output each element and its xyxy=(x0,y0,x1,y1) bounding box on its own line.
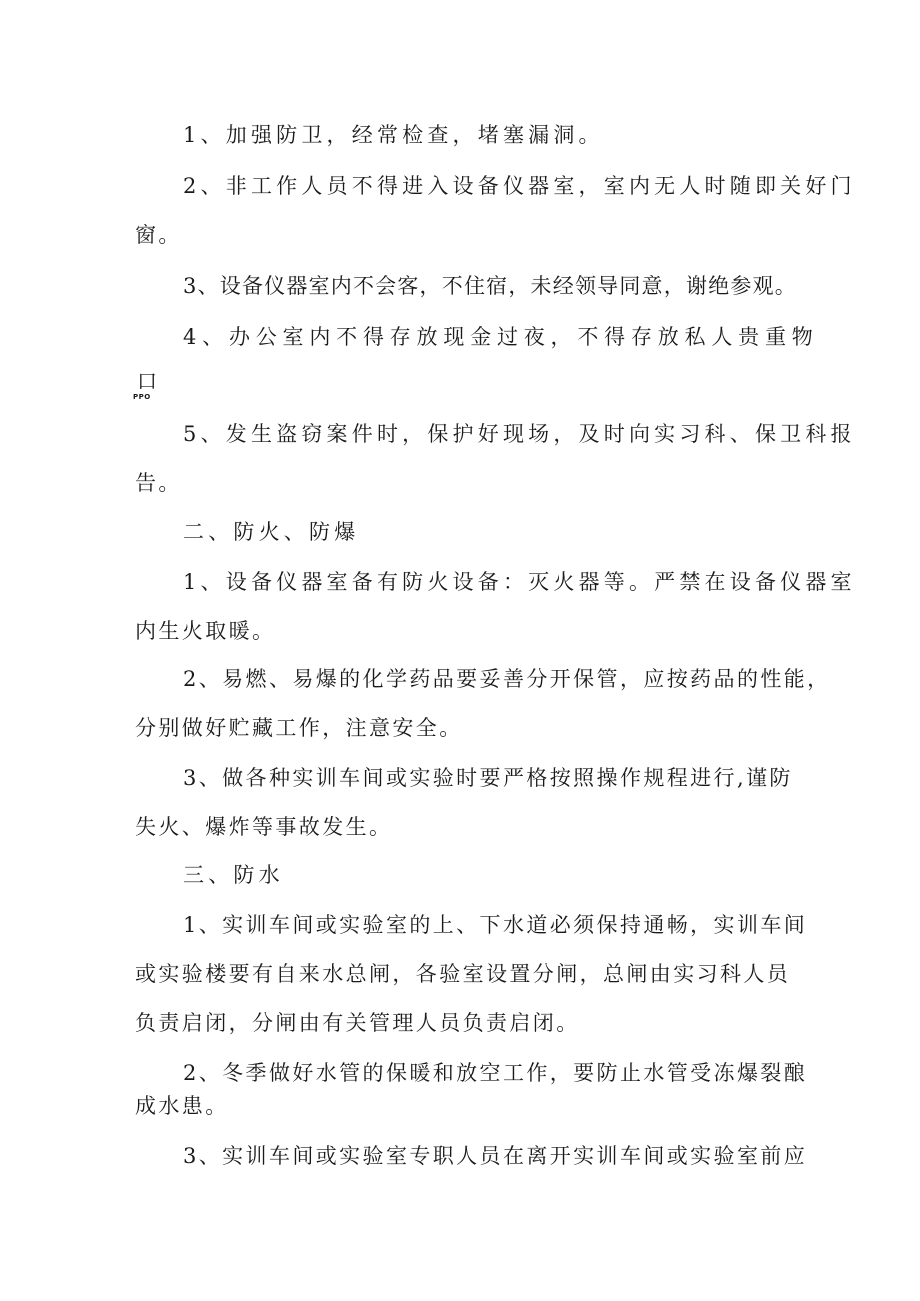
security-item-4-stray-glyph: 口 xyxy=(137,369,157,393)
section-heading-fire-explosion: 二、防火、防爆 xyxy=(183,520,360,544)
fire-item-2: 2、易燃、易爆的化学药品要妥善分开保管，应按药品的性能， xyxy=(183,667,831,691)
fire-item-1-continuation: 内生火取暖。 xyxy=(135,619,276,643)
fire-item-3: 3、做各种实训车间或实验时要严格按照操作规程进行,谨防 xyxy=(183,766,793,790)
section-heading-water: 三、防水 xyxy=(183,863,284,887)
security-item-2-continuation: 窗。 xyxy=(135,223,182,247)
fire-item-3-continuation: 失火、爆炸等事故发生。 xyxy=(135,815,393,839)
water-item-2-continuation: 成水患。 xyxy=(135,1094,229,1118)
security-item-2: 2、非工作人员不得进入设备仪器室，室内无人时随即关好门 xyxy=(183,174,856,198)
water-item-1-continuation-1: 或实验楼要有自来水总闸，各验室设置分闸，总闸由实习科人员 xyxy=(135,962,791,986)
water-item-1: 1、实训车间或实验室的上、下水道必须保持通畅，实训车间 xyxy=(183,913,808,937)
security-item-3: 3、设备仪器室内不会客，不住宿，未经领导同意，谢绝参观。 xyxy=(183,274,797,298)
security-item-1: 1、加强防卫，经常检查，堵塞漏洞。 xyxy=(183,123,604,147)
security-item-4-stray-mark: PPO xyxy=(133,393,151,401)
security-item-5: 5、发生盗窃案件时，保护好现场，及时向实习科、保卫科报 xyxy=(183,422,856,446)
fire-item-2-continuation: 分别做好贮藏工作，注意安全。 xyxy=(135,716,463,740)
water-item-3: 3、实训车间或实验室专职人员在离开实训车间或实验室前应 xyxy=(183,1144,808,1168)
security-item-4: 4、办公室内不得存放现金过夜，不得存放私人贵重物 xyxy=(183,325,819,349)
water-item-2: 2、冬季做好水管的保暖和放空工作，要防止水管受冻爆裂酿 xyxy=(183,1061,808,1085)
fire-item-1: 1、设备仪器室备有防火设备：灭火器等。严禁在设备仪器室 xyxy=(183,570,856,594)
security-item-5-continuation: 告。 xyxy=(135,471,182,495)
water-item-1-continuation-2: 负责启闭，分闸由有关管理人员负责启闭。 xyxy=(135,1011,580,1035)
